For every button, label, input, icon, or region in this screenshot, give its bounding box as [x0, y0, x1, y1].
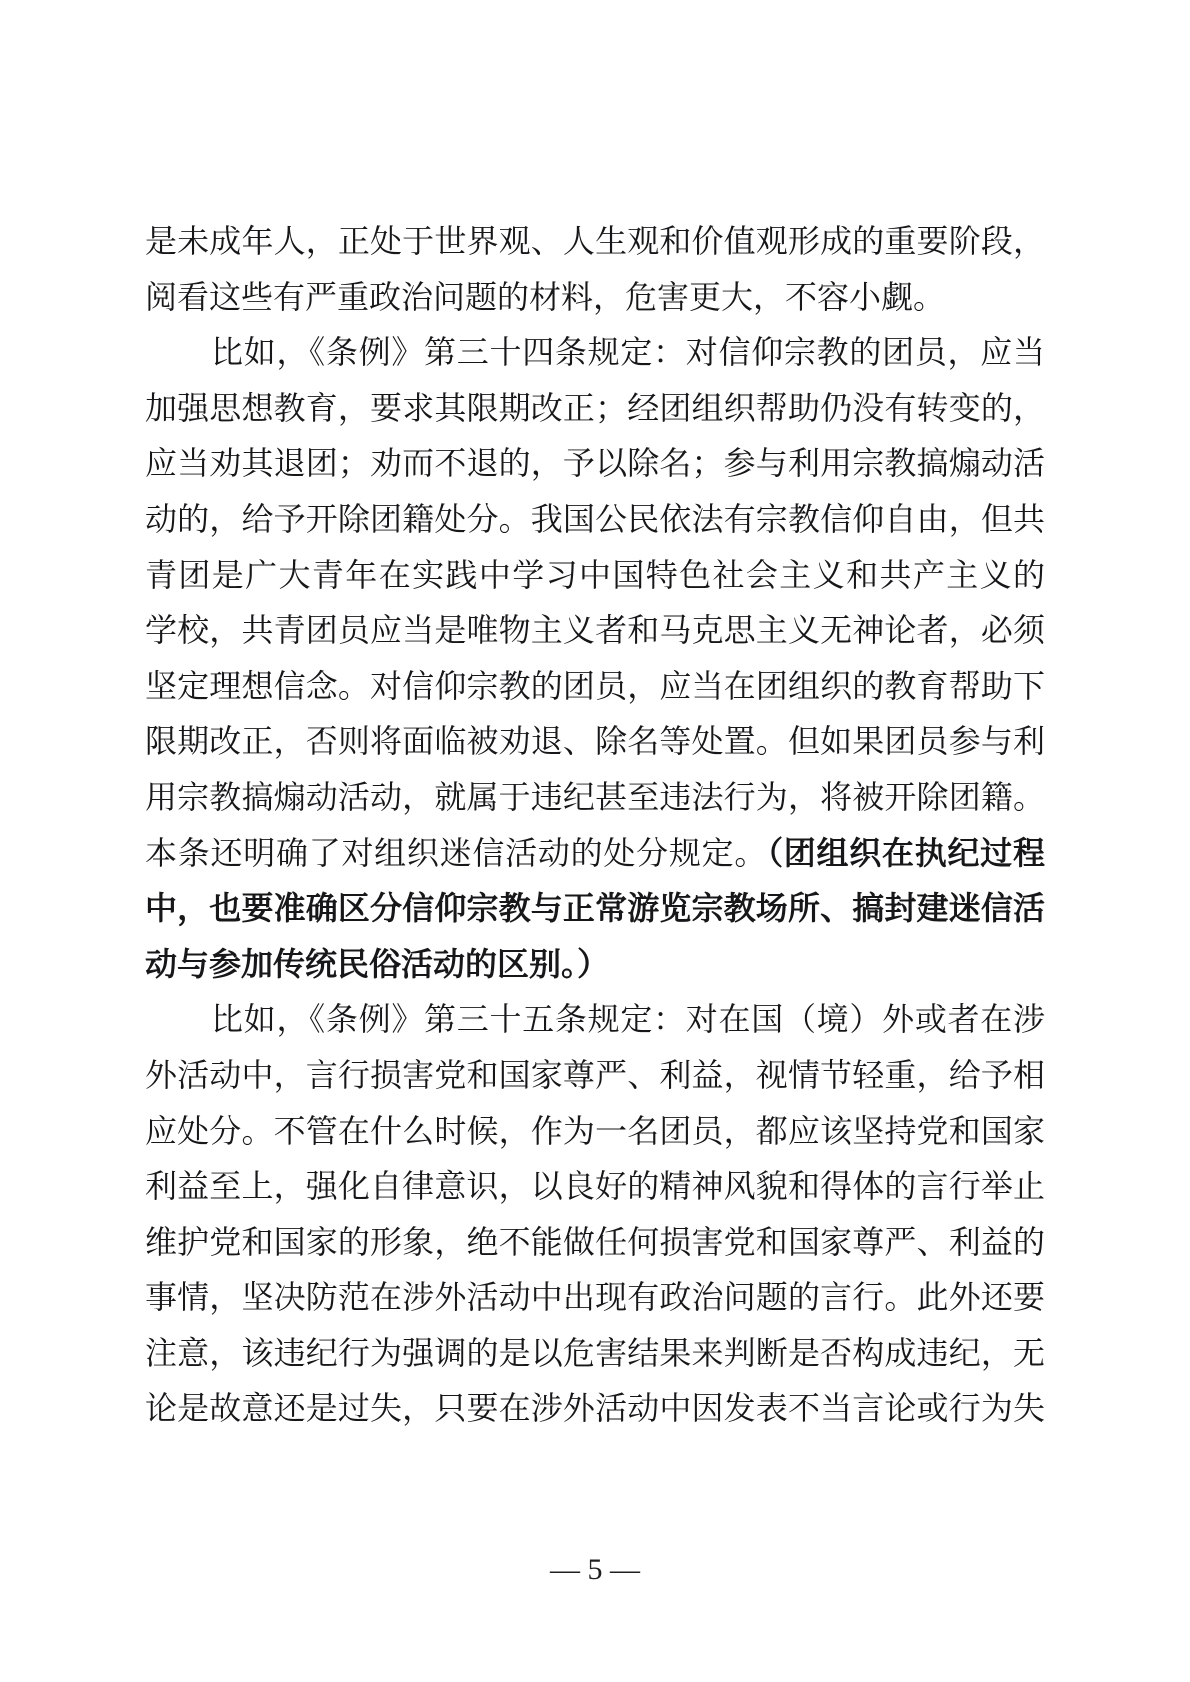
- text-line-1: [145, 214, 1045, 270]
- text-line-14: [145, 937, 1045, 993]
- line-text: 利益至上，强化自律意识，以良好的精神风貌和得体的言行举止: [145, 1168, 1045, 1205]
- text-line-17: [145, 1104, 1045, 1160]
- text-line-11: [145, 770, 1045, 826]
- line-text: 比如，《条例》第三十五条规定：对在国（境）外或者在涉: [211, 1001, 1045, 1038]
- line-text: 本条还明确了对组织迷信活动的处分规定。: [145, 834, 768, 871]
- text-line-22: [145, 1381, 1045, 1437]
- line-text-bold: 动与参加传统民俗活动的区别。）: [145, 945, 610, 982]
- text-line-20: [145, 1270, 1045, 1326]
- line-text: 维护党和国家的形象，绝不能做任何损害党和国家尊严、利益的: [145, 1223, 1045, 1260]
- text-line-3: [145, 325, 1045, 381]
- line-text: 是未成年人，正处于世界观、人生观和价值观形成的重要阶段，: [145, 223, 1045, 259]
- text-line-2: [145, 270, 1045, 326]
- line-text: 注意，该违纪行为强调的是以危害结果来判断是否构成违纪，无: [145, 1334, 1045, 1371]
- text-line-13: [145, 881, 1045, 937]
- line-text: 应处分。不管在什么时候，作为一名团员，都应该坚持党和国家: [145, 1112, 1045, 1149]
- line-text: 动的，给予开除团籍处分。我国公民依法有宗教信仰自由，但共: [145, 500, 1045, 537]
- text-line-9: [145, 659, 1045, 715]
- line-text: 应当劝其退团；劝而不退的，予以除名；参与利用宗教搞煽动活: [145, 445, 1045, 482]
- line-text: 学校，共青团员应当是唯物主义者和马克思主义无神论者，必须: [145, 612, 1045, 649]
- line-text: 论是故意还是过失，只要在涉外活动中因发表不当言论或行为失: [145, 1390, 1045, 1427]
- text-line-18: [145, 1159, 1045, 1215]
- text-line-19: [145, 1215, 1045, 1271]
- line-text: 比如，《条例》第三十四条规定：对信仰宗教的团员，应当: [211, 334, 1045, 371]
- document-text-block: [145, 214, 1045, 1437]
- line-text: 阅看这些有严重政治问题的材料，危害更大，不容小觑。: [145, 278, 946, 315]
- text-line-5: [145, 436, 1045, 492]
- text-line-8: [145, 603, 1045, 659]
- page-number-footer: — 5 —: [550, 1553, 640, 1586]
- line-text: 用宗教搞煽动活动，就属于违纪甚至违法行为，将被开除团籍。: [145, 778, 1045, 815]
- text-line-21: [145, 1326, 1045, 1382]
- line-text-bold: 中，也要准确区分信仰宗教与正常游览宗教场所、搞封建迷信活: [145, 890, 1045, 927]
- line-text: 外活动中，言行损害党和国家尊严、利益，视情节轻重，给予相: [145, 1056, 1045, 1093]
- text-line-6: [145, 492, 1045, 548]
- text-line-16: [145, 1048, 1045, 1104]
- line-text: 事情，坚决防范在涉外活动中出现有政治问题的言行。此外还要: [145, 1279, 1045, 1316]
- text-line-10: [145, 714, 1045, 770]
- text-line-15: [145, 992, 1045, 1048]
- line-text: 坚定理想信念。对信仰宗教的团员，应当在团组织的教育帮助下: [145, 667, 1045, 704]
- line-text: 限期改正，否则将面临被劝退、除名等处置。但如果团员参与利: [145, 723, 1045, 760]
- line-text: 加强思想教育，要求其限期改正；经团组织帮助仍没有转变的，: [145, 389, 1045, 426]
- line-text: 青团是广大青年在实践中学习中国特色社会主义和共产主义的: [145, 556, 1045, 593]
- line-text-bold: （团组织在执纪过程: [767, 834, 1045, 871]
- text-line-4: [145, 381, 1045, 437]
- text-line-7: [145, 548, 1045, 604]
- text-line-12: [145, 826, 1045, 882]
